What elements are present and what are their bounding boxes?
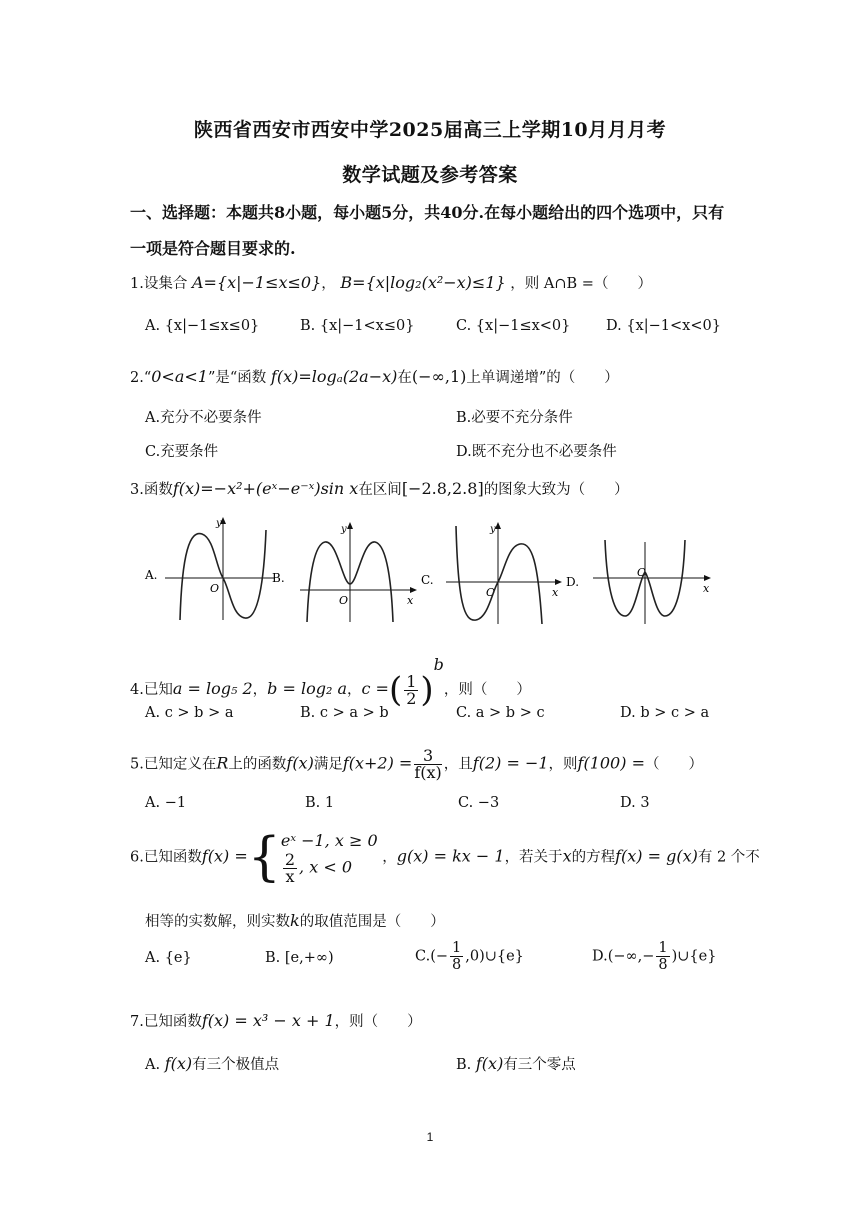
q1-option-a[interactable]: A. {x|−1≤x≤0} — [145, 318, 260, 334]
svg-text:y: y — [490, 524, 496, 535]
q5-option-a[interactable]: A. −1 — [145, 795, 187, 811]
graph-d-label: D. — [566, 575, 580, 589]
q1-option-c[interactable]: C. {x|−1≤x<0} — [456, 318, 571, 334]
question-6: 6.已知函数f(x) ={ eˣ −1, x ≥ 0 $\frac{2}{x}$ , x < 0 ，g(x) = kx − 1，若关于x的方程f(x) = g(x)有 2 个不 — [130, 827, 760, 888]
svg-text:y: y — [341, 524, 347, 535]
graph-option-a[interactable] — [140, 512, 290, 632]
svg-text:O: O — [637, 566, 647, 579]
q5-option-b[interactable]: B. 1 — [305, 795, 335, 811]
q1-option-b[interactable]: B. {x|−1<x≤0} — [300, 318, 415, 334]
question-3: 3.函数f(x)=−x²+(eˣ−e⁻ˣ)sin x在区间[−2.8,2.8]的图象大致为（ ） — [130, 479, 629, 498]
svg-text:x: x — [703, 582, 710, 595]
page-subtitle: 数学试题及参考答案 — [342, 164, 518, 186]
q4-option-b[interactable]: B. c > a > b — [300, 705, 389, 721]
graph-c-label: C. — [421, 573, 434, 587]
q2-option-d[interactable]: D.既不充分也不必要条件 — [456, 444, 617, 460]
q4-option-d[interactable]: D. b > c > a — [620, 705, 710, 721]
q4-option-a[interactable]: A. c > b > a — [145, 705, 234, 721]
question-7: 7.已知函数f(x) = x³ − x + 1，则（ ） — [130, 1011, 422, 1030]
q6-option-c[interactable]: C.(− $\frac{1}{8}$ ,0)∪{e} — [415, 940, 524, 973]
svg-text:O: O — [210, 582, 220, 595]
graph-option-c[interactable] — [418, 512, 580, 632]
q5-option-c[interactable]: C. −3 — [458, 795, 500, 811]
q1-option-d[interactable]: D. {x|−1<x<0} — [606, 318, 721, 334]
question-2: 2.“0<a<1”是“函数 f(x)=logₐ(2a−x)在(−∞,1)上单调递增”的（ ） — [130, 367, 619, 386]
svg-text:x: x — [552, 586, 559, 599]
question-1: 1.设集合 A={x|−1≤x≤0}， B={x|log₂(x²−x)≤1} ，则 A∩B =（ ） — [130, 273, 652, 292]
q7-option-a[interactable]: A. f(x)有三个极值点 — [145, 1054, 280, 1073]
svg-text:y: y — [216, 518, 222, 529]
q7-option-b[interactable]: B. f(x)有三个零点 — [456, 1054, 576, 1073]
graph-b-label: B. — [272, 571, 285, 585]
q2-option-c[interactable]: C.充要条件 — [145, 444, 219, 460]
question-6-line2: 相等的实数解，则实数k的取值范围是（ ） — [145, 911, 445, 930]
section-heading: 一、选择题：本题共8小题，每小题5分，共40分.在每小题给出的四个选项中，只有一项是符合题目要求的. — [130, 203, 725, 258]
graph-a-label: A. — [145, 568, 158, 582]
svg-text:O: O — [339, 594, 349, 607]
question-5: 5.已知定义在R上的函数f(x)满足f(x+2) = $\frac{3}{f(x)}$ ，且f(2) = −1，则f(100) =（ ） — [130, 746, 703, 782]
graph-option-b[interactable] — [295, 512, 420, 632]
svg-text:x: x — [407, 594, 414, 607]
q6-option-b[interactable]: B. [e,+∞) — [265, 950, 334, 966]
q6-option-d[interactable]: D.(−∞,− $\frac{1}{8}$ )∪{e} — [592, 940, 717, 973]
q2-option-b[interactable]: B.必要不充分条件 — [456, 410, 573, 426]
q6-option-a[interactable]: A. {e} — [145, 950, 192, 966]
svg-text:O: O — [486, 586, 496, 599]
question-4: 4.已知a = log₅ 2，b = log₂ a，c =( $\frac{1}{2}$ )$^b$，则（ ） — [130, 655, 531, 710]
q4-option-c[interactable]: C. a > b > c — [456, 705, 545, 721]
page-number: 1 — [426, 1130, 434, 1144]
q2-option-a[interactable]: A.充分不必要条件 — [145, 410, 262, 426]
page-title: 陕西省西安市西安中学2025届高三上学期10月月月考 — [193, 119, 667, 141]
q5-option-d[interactable]: D. 3 — [620, 795, 650, 811]
graph-option-d[interactable] — [575, 512, 720, 632]
